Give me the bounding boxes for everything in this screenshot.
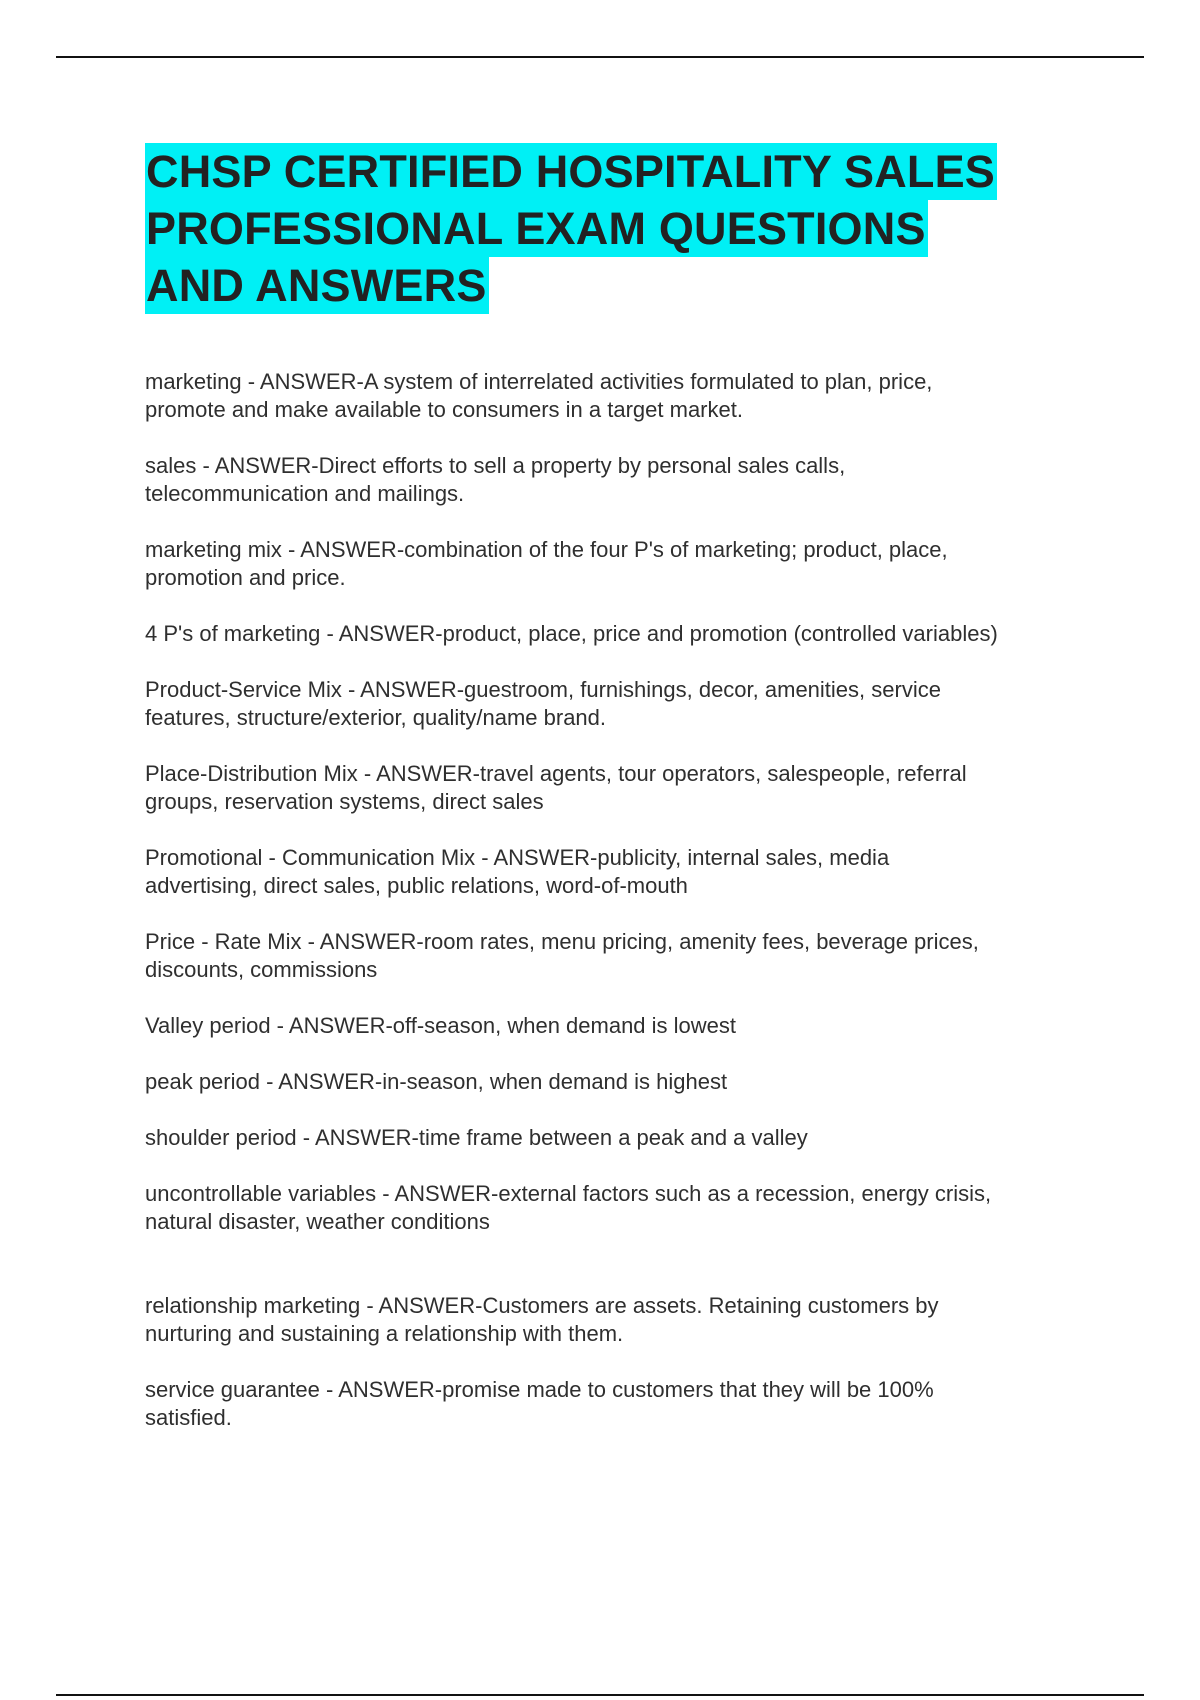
qa-list <box>145 368 1105 1432</box>
qa-entry-marketing-mix: marketing mix - ANSWER-combination of the four P's of marketing; product, place, promotion and price. <box>145 537 948 590</box>
qa-entry-uncontrollable-variables: uncontrollable variables - ANSWER-external factors such as a recession, energy crisis, natural disaster, weather conditions <box>145 1181 992 1234</box>
header-rule <box>56 56 1144 58</box>
qa-entry-sales: sales - ANSWER-Direct efforts to sell a property by personal sales calls, telecommunication and mailings. <box>145 453 846 506</box>
qa-entry-price-rate-mix: Price - Rate Mix - ANSWER-room rates, menu pricing, amenity fees, beverage prices, discounts, commissions <box>145 929 979 982</box>
qa-entry-shoulder-period: shoulder period - ANSWER-time frame between a peak and a valley <box>145 1125 808 1150</box>
qa-entry-promotional-mix: Promotional - Communication Mix - ANSWER-publicity, internal sales, media advertising, direct sales, public relations, word-of-mouth <box>145 845 890 898</box>
title-line-1: CHSP CERTIFIED HOSPITALITY SALES <box>145 143 997 200</box>
qa-entry-relationship-marketing: relationship marketing - ANSWER-Customers are assets. Retaining customers by nurturing and sustaining a relationship with them. <box>145 1293 939 1346</box>
qa-entry-place-distribution-mix: Place-Distribution Mix - ANSWER-travel agents, tour operators, salespeople, referral groups, reservation systems, direct sales <box>145 761 967 814</box>
qa-entry-marketing: marketing - ANSWER-A system of interrelated activities formulated to plan, price, promote and make available to consumers in a target market. <box>145 369 933 422</box>
footer-rule <box>56 1694 1144 1696</box>
qa-entry-valley-period: Valley period - ANSWER-off-season, when demand is lowest <box>145 1013 737 1038</box>
qa-entry-peak-period: peak period - ANSWER-in-season, when demand is highest <box>145 1069 728 1094</box>
title-line-3: AND ANSWERS <box>145 257 489 314</box>
document-title <box>145 143 1105 314</box>
title-line-2: PROFESSIONAL EXAM QUESTIONS <box>145 200 928 257</box>
qa-entry-product-service-mix: Product-Service Mix - ANSWER-guestroom, furnishings, decor, amenities, service features, structure/exterior, quality/name brand. <box>145 677 941 730</box>
qa-entry-service-guarantee: service guarantee - ANSWER-promise made to customers that they will be 100% satisfied. <box>145 1377 934 1430</box>
qa-entry-4ps: 4 P's of marketing - ANSWER-product, place, price and promotion (controlled variables) <box>145 621 998 646</box>
